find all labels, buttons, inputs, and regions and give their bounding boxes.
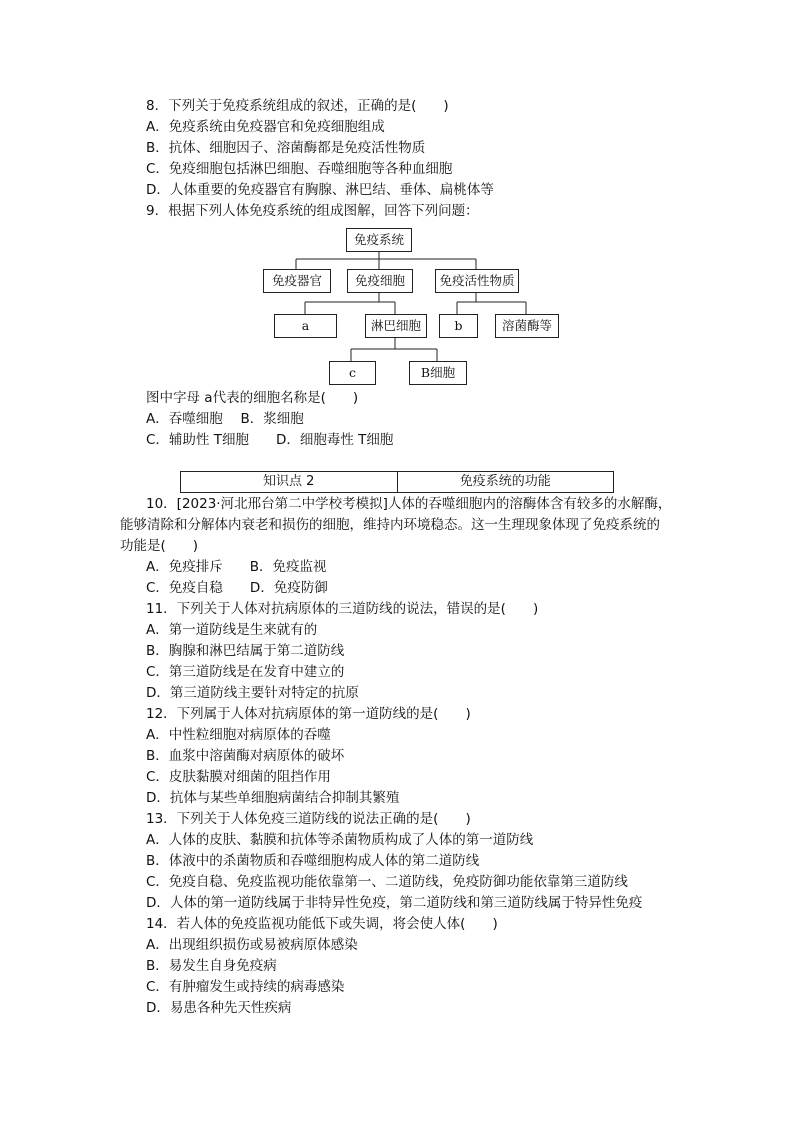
q14-option-a: A．出现组织损伤或易被病原体感染 (146, 937, 358, 953)
node-b: b (439, 314, 478, 338)
q12-option-b: B．血浆中溶菌酶对病原体的破坏 (146, 748, 345, 764)
q12-option-a: A．中性粒细胞对病原体的吞噬 (146, 727, 331, 743)
node-b-cell: B细胞 (409, 361, 467, 385)
node-immune-organ: 免疫器官 (263, 269, 331, 293)
q8-option-a: A．免疫系统由免疫器官和免疫细胞组成 (146, 119, 385, 135)
q11-option-c: C．第三道防线是在发育中建立的 (146, 664, 345, 680)
q13-option-c: C．免疫自稳、免疫监视功能依靠第一、二道防线，免疫防御功能依靠第三道防线 (146, 874, 628, 890)
section-header (180, 471, 614, 493)
q13-option-b: B．体液中的杀菌物质和吞噬细胞构成人体的第二道防线 (146, 853, 480, 869)
q13-option-a: A．人体的皮肤、黏膜和抗体等杀菌物质构成了人体的第一道防线 (146, 832, 534, 848)
q8-option-c: C．免疫细胞包括淋巴细胞、吞噬细胞等各种血细胞 (146, 161, 453, 177)
q12-option-c: C．皮肤黏膜对细菌的阻挡作用 (146, 769, 331, 785)
node-a: a (274, 314, 337, 338)
q13-option-d: D．人体的第一道防线属于非特异性免疫，第二道防线和第三道防线属于特异性免疫 (146, 895, 643, 911)
q14-stem: 14．若人体的免疫监视功能低下或失调，将会使人体( ) (146, 916, 498, 932)
section-label: 知识点 2 (263, 474, 315, 489)
q13-stem: 13．下列关于人体免疫三道防线的说法正确的是( ) (146, 811, 471, 827)
q11-option-b: B．胸腺和淋巴结属于第二道防线 (146, 643, 345, 659)
q10-line2: 能够清除和分解体内衰老和损伤的细胞，维持内环境稳态。这一生理现象体现了免疫系统的 (120, 517, 660, 533)
q12-option-d: D．抗体与某些单细胞病菌结合抑制其繁殖 (146, 790, 400, 806)
q12-stem: 12．下列属于人体对抗病原体的第一道防线的是( ) (146, 706, 471, 722)
q9-options-ab: A．吞噬细胞 B．浆细胞 (146, 411, 304, 427)
node-lysozyme: 溶菌酶等 (495, 314, 559, 338)
q11-option-a: A．第一道防线是生来就有的 (146, 622, 318, 638)
node-immune-active-substance: 免疫活性物质 (435, 269, 519, 293)
q11-option-d: D．第三道防线主要针对特定的抗原 (146, 685, 359, 701)
q14-option-d: D．易患各种先天性疾病 (146, 1000, 292, 1016)
section-title: 免疫系统的功能 (397, 472, 614, 492)
q10-line1: 10．[2023·河北邢台第二中学校考模拟]人体的吞噬细胞内的溶酶体含有较多的水解酶， (146, 496, 672, 512)
q10-options-cd: C．免疫自稳 D．免疫防御 (146, 580, 328, 596)
q10-line3: 功能是( ) (120, 538, 199, 554)
q9-options-cd: C．辅助性 T细胞 D．细胞毒性 T细胞 (146, 432, 394, 448)
q14-option-c: C．有肿瘤发生或持续的病毒感染 (146, 979, 345, 995)
q9-question: 图中字母 a代表的细胞名称是( ) (146, 390, 359, 406)
q8-option-b: B．抗体、细胞因子、溶菌酶都是免疫活性物质 (146, 140, 426, 156)
q10-options-ab: A．免疫排斥 B．免疫监视 (146, 559, 327, 575)
q9-stem: 9．根据下列人体免疫系统的组成图解，回答下列问题： (146, 203, 479, 219)
node-lymphocyte: 淋巴细胞 (365, 314, 427, 338)
q11-stem: 11．下列关于人体对抗病原体的三道防线的说法，错误的是( ) (146, 601, 539, 617)
q14-option-b: B．易发生自身免疫病 (146, 958, 277, 974)
node-c: c (329, 361, 376, 385)
q8-option-d: D．人体重要的免疫器官有胸腺、淋巴结、垂体、扁桃体等 (146, 182, 494, 198)
node-immune-system: 免疫系统 (346, 228, 412, 252)
q8-stem: 8．下列关于免疫系统组成的叙述，正确的是( ) (146, 98, 449, 114)
node-immune-cell: 免疫细胞 (347, 269, 413, 293)
